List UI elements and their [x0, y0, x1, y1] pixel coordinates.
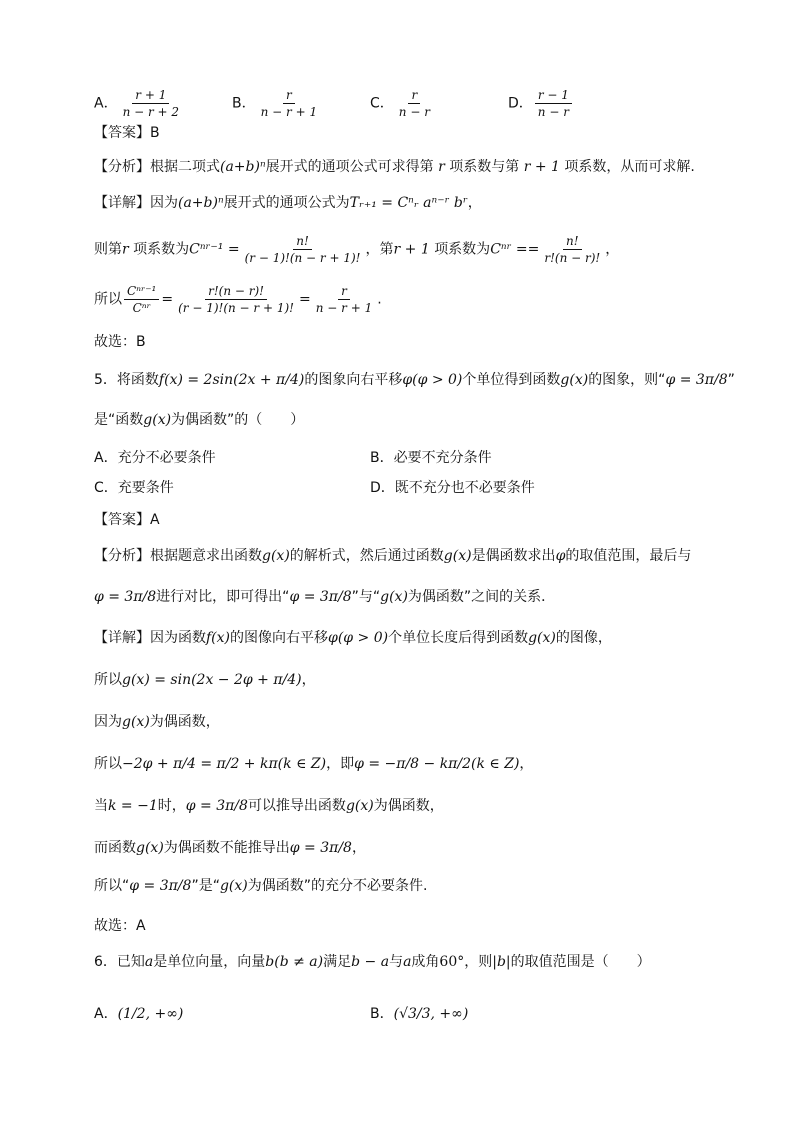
q5-detail-line6: 而函数g(x)为偶函数不能推导出φ = 3π/8， — [94, 840, 366, 856]
option-label: C． — [370, 95, 394, 112]
fraction: $\frac{r!(n - r)!}{(r - 1)!(n - r + 1)!}$ — [178, 284, 294, 315]
fraction: $\frac{n!}{r!(n - r)!}$ — [544, 234, 601, 265]
q5-stem-line2: 是“函数g(x)为偶函数”的（ ） — [94, 412, 305, 428]
q5-detail: 【详解】因为函数f(x)的图像向右平移φ(φ > 0)个单位长度后得到函数g(x)的图像， — [94, 630, 612, 646]
fraction: $\frac{r - 1}{n - r}$ — [535, 88, 572, 119]
q4-detail-line3: 所以 $\frac{\text{Cⁿʳ⁻¹}}{\text{Cⁿʳ}}$ = $\frac{r!(n - r)!}{(r - 1)!(n - r + 1)!}$ = $\frac{r}{n - r + 1}$ . — [94, 284, 382, 315]
fraction: $\frac{n!}{(r - 1)!(n - r + 1)!}$ — [244, 234, 361, 265]
q5-option-c: C．充要条件 — [94, 480, 174, 496]
q4-option-b — [232, 88, 322, 119]
q6-stem: 6．已知a是单位向量，向量b(b ≠ a)满足b − a与a成角60°，则|b|的取值范围是（ ） — [94, 954, 651, 970]
q5-detail-line4: 所以−2φ + π/4 = π/2 + kπ(k ∈ Z)，即φ = −π/8 − kπ/2(k ∈ Z)， — [94, 756, 534, 772]
option-label: D． — [508, 95, 533, 112]
q5-choose: 故选：A — [94, 918, 146, 934]
q5-stem: 5．将函数f(x) = 2sin(2x + π/4)的图象向右平移φ(φ > 0)个单位得到函数g(x)的图象，则“φ = 3π/8” — [94, 372, 735, 388]
fraction: $\frac{\text{Cⁿʳ⁻¹}}{\text{Cⁿʳ}}$ — [124, 284, 159, 315]
fraction: $\frac{r}{n - r + 1}$ — [315, 284, 373, 315]
q4-option-a — [94, 88, 184, 119]
q4-option-d — [508, 88, 574, 119]
q4-answer: 【答案】B — [94, 125, 160, 141]
q5-analysis: 【分析】根据题意求出函数g(x)的解析式，然后通过函数g(x)是偶函数求出φ的取值范围，最后与 — [94, 548, 692, 564]
q5-analysis-line2: φ = 3π/8进行对比，即可得出“φ = 3π/8”与“g(x)为偶函数”之间的关系． — [94, 589, 556, 605]
q5-option-d: D．既不充分也不必要条件 — [370, 480, 535, 496]
q4-detail: 【详解】因为(a+b)ⁿ展开式的通项公式为Tᵣ₊₁ = Cⁿᵣ aⁿ⁻ʳ bʳ， — [94, 195, 482, 211]
q4-choose: 故选：B — [94, 334, 146, 350]
q5-detail-line7: 所以“φ = 3π/8”是“g(x)为偶函数”的充分不必要条件. — [94, 878, 428, 894]
q5-answer: 【答案】A — [94, 512, 160, 528]
fraction: $\frac{r}{n - r}$ — [398, 88, 430, 119]
option-label: A． — [94, 95, 118, 112]
q5-option-a: A．充分不必要条件 — [94, 450, 216, 466]
q5-detail-line5: 当k = −1时，φ = 3π/8可以推导出函数g(x)为偶函数， — [94, 798, 444, 814]
fraction: $\frac{r + 1}{n - r + 2}$ — [122, 88, 180, 119]
q5-detail-line3: 因为g(x)为偶函数， — [94, 714, 220, 730]
fraction: $\frac{r}{n - r + 1}$ — [260, 88, 318, 119]
q4-option-c — [370, 88, 435, 119]
q5-option-b: B．必要不充分条件 — [370, 450, 492, 466]
q5-detail-line2: 所以g(x) = sin(2x − 2φ + π/4)， — [94, 672, 316, 688]
option-label: B． — [232, 95, 256, 112]
q4-analysis: 【分析】根据二项式(a+b)ⁿ展开式的通项公式可求得第 r 项系数与第 r + 1 项系数，从而可求解. — [94, 159, 695, 175]
q6-option-a: A．(1/2, +∞) — [94, 1006, 184, 1022]
q4-detail-line2: 则第r 项系数为Cⁿʳ⁻¹ = $\frac{n!}{(r - 1)!(n - r + 1)!}$ ，第r + 1 项系数为Cⁿʳ == $\frac{n!}{r!(n - r)!}$ ， — [94, 234, 620, 265]
q6-option-b: B．(√3/3, +∞) — [370, 1006, 469, 1022]
